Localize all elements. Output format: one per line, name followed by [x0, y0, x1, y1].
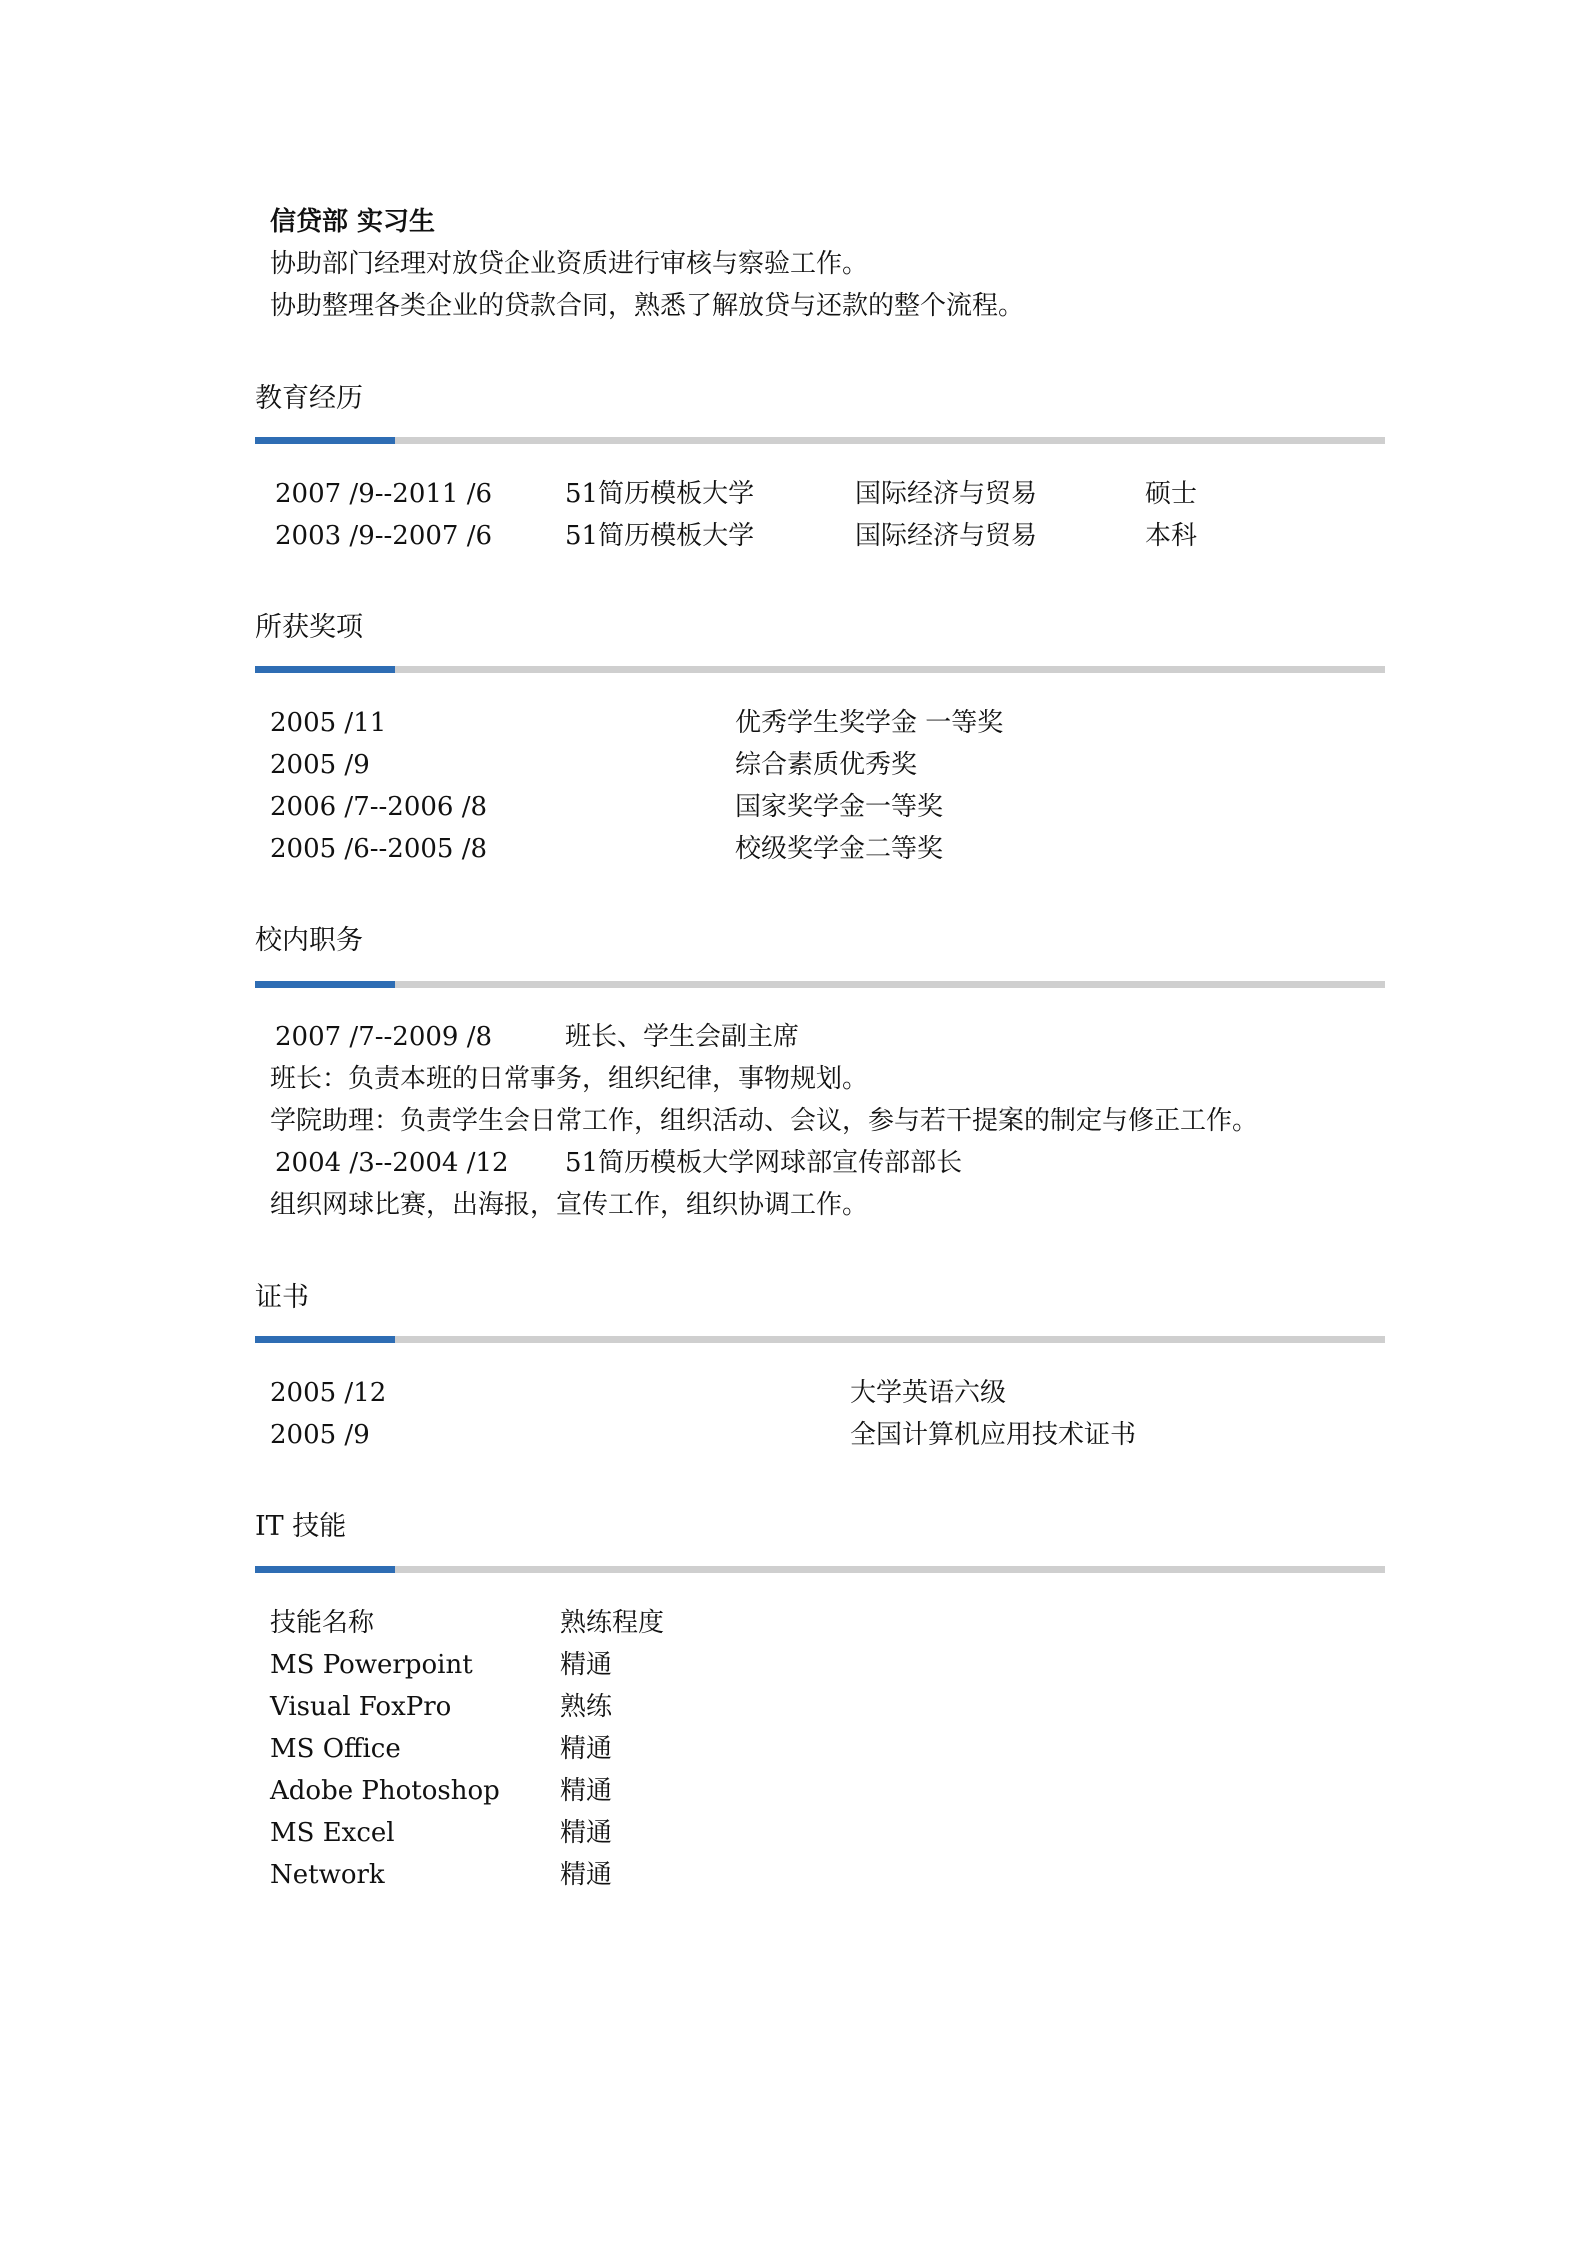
certificate-date: 2005 /12	[270, 1378, 387, 1408]
internship-line: 协助部门经理对放贷企业资质进行审核与察验工作。	[270, 249, 869, 279]
skills-header-level: 熟练程度	[560, 1608, 665, 1638]
internship-title: 信贷部 实习生	[270, 207, 436, 237]
section-divider	[255, 1566, 1385, 1573]
position-period: 2007 /7--2009 /8	[275, 1022, 493, 1052]
skill-level: 精通	[560, 1860, 613, 1890]
skill-level: 精通	[560, 1734, 613, 1764]
award-name: 优秀学生奖学金 一等奖	[735, 708, 1004, 738]
section-title-certificates: 证书	[255, 1282, 309, 1313]
education-period: 2007 /9--2011 /6	[275, 479, 493, 509]
education-major: 国际经济与贸易	[855, 521, 1038, 551]
award-date: 2005 /6--2005 /8	[270, 834, 488, 864]
section-divider-accent	[255, 666, 395, 673]
section-divider-accent	[255, 437, 395, 444]
certificate-date: 2005 /9	[270, 1420, 370, 1450]
section-title-awards: 所获奖项	[255, 612, 363, 643]
award-name: 校级奖学金二等奖	[735, 834, 944, 864]
education-school: 51简历模板大学	[565, 479, 755, 509]
award-date: 2006 /7--2006 /8	[270, 792, 488, 822]
skill-name: Adobe Photoshop	[270, 1776, 500, 1806]
section-divider	[255, 981, 1385, 988]
skills-header-name: 技能名称	[270, 1608, 375, 1638]
section-divider	[255, 437, 1385, 444]
section-divider-accent	[255, 981, 395, 988]
section-divider-accent	[255, 1566, 395, 1573]
position-period: 2004 /3--2004 /12	[275, 1148, 509, 1178]
position-description: 组织网球比赛，出海报，宣传工作，组织协调工作。	[270, 1190, 869, 1220]
skill-level: 熟练	[560, 1692, 613, 1722]
skill-name: Network	[270, 1860, 385, 1890]
section-title-education: 教育经历	[255, 383, 363, 414]
skill-name: Visual FoxPro	[270, 1692, 452, 1722]
certificate-name: 大学英语六级	[850, 1378, 1007, 1408]
skill-name: MS Office	[270, 1734, 401, 1764]
skill-name: MS Excel	[270, 1818, 395, 1848]
skill-level: 精通	[560, 1776, 613, 1806]
skill-name: MS Powerpoint	[270, 1650, 473, 1680]
position-description: 班长：负责本班的日常事务，组织纪律，事物规划。	[270, 1064, 869, 1094]
section-divider-accent	[255, 1336, 395, 1343]
section-divider	[255, 666, 1385, 673]
position-role: 班长、学生会副主席	[565, 1022, 800, 1052]
award-name: 综合素质优秀奖	[735, 750, 918, 780]
skill-level: 精通	[560, 1650, 613, 1680]
award-name: 国家奖学金一等奖	[735, 792, 944, 822]
position-role: 51简历模板大学网球部宣传部部长	[565, 1148, 963, 1178]
section-divider	[255, 1336, 1385, 1343]
award-date: 2005 /9	[270, 750, 370, 780]
section-title-positions: 校内职务	[255, 925, 363, 956]
section-title-skills: IT 技能	[255, 1511, 347, 1542]
internship-line: 协助整理各类企业的贷款合同，熟悉了解放贷与还款的整个流程。	[270, 291, 1025, 321]
education-degree: 硕士	[1145, 479, 1198, 509]
education-degree: 本科	[1145, 521, 1198, 551]
award-date: 2005 /11	[270, 708, 387, 738]
education-school: 51简历模板大学	[565, 521, 755, 551]
skill-level: 精通	[560, 1818, 613, 1848]
position-description: 学院助理：负责学生会日常工作，组织活动、会议，参与若干提案的制定与修正工作。	[270, 1106, 1259, 1136]
education-major: 国际经济与贸易	[855, 479, 1038, 509]
education-period: 2003 /9--2007 /6	[275, 521, 493, 551]
certificate-name: 全国计算机应用技术证书	[850, 1420, 1137, 1450]
